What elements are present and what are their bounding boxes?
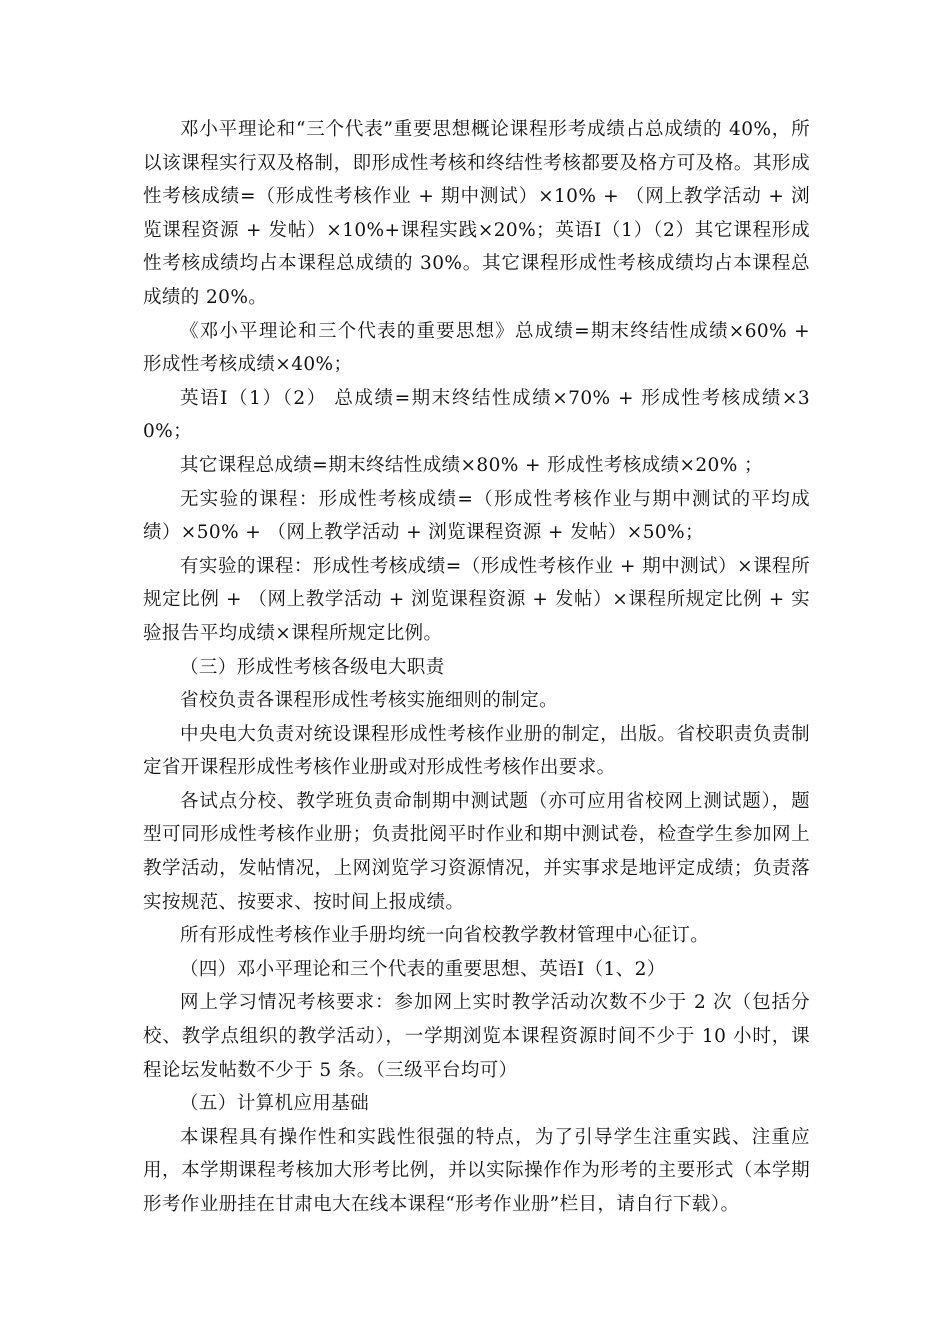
paragraph-no-lab-courses: 无实验的课程：形成性考核成绩=（形成性考核作业与期中测试的平均成绩）×50% + （网上教学活动 + 浏览课程资源 + 发帖）×50%； [143, 488, 810, 544]
section-heading-3: （三）形成性考核各级电大职责 [180, 656, 445, 678]
paragraph-lab-courses: 有实验的课程：形成性考核成绩=（形成性考核作业 + 期中测试）×课程所规定比例 + （网上教学活动 + 浏览课程资源 + 发帖）×课程所规定比例 + 实验报告平均成绩×课程所规定比例。 [143, 555, 810, 644]
paragraph-central-duty: 中央电大负责对统设课程形成性考核作业册的制定，出版。省校职责负责制定省开课程形成性考核作业册或对形成性考核作出要求。 [143, 723, 810, 779]
paragraph-computer-course: 本课程具有操作性和实践性很强的特点，为了引导学生注重实践、注重应用，本学期课程考核加大形考比例，并以实际操作作为形考的主要形式（本学期形考作业册挂在甘肃电大在线本课程“形考作业册”栏目，请自行下载）。 [143, 1126, 810, 1215]
section-heading-4: （四）邓小平理论和三个代表的重要思想、英语Ⅰ（1、2） [180, 958, 666, 980]
document-page [143, 113, 810, 1222]
paragraph-workbook-order: 所有形成性考核作业手册均统一向省校教学教材管理中心征订。 [180, 925, 710, 947]
paragraph-politics-total: 《邓小平理论和三个代表的重要思想》总成绩=期末终结性成绩×60% + 形成性考核成绩×40%； [143, 320, 810, 376]
paragraph-branch-duty: 各试点分校、教学班负责命制期中测试题（亦可应用省校网上测试题），题型可同形成性考核作业册；负责批阅平时作业和期中测试卷，检查学生参加网上教学活动，发帖情况，上网浏览学习资源情况，并实事求是地评定成绩；负责落实按规范、按要求、按时间上报成绩。 [143, 790, 810, 913]
paragraph-other-total: 其它课程总成绩=期末终结性成绩×80% + 形成性考核成绩×20% ； [180, 454, 763, 476]
section-heading-5: （五）计算机应用基础 [180, 1093, 370, 1115]
paragraph-provincial-duty: 省校负责各课程形成性考核实施细则的制定。 [180, 690, 559, 712]
paragraph-english-total: 英语Ⅰ（1）（2） 总成绩=期末终结性成绩×70% + 形成性考核成绩×30%； [143, 387, 810, 443]
paragraph-politics-grading: 邓小平理论和“三个代表”重要思想概论课程形考成绩占总成绩的 40%，所以该课程实行双及格制，即形成性考核和终结性考核都要及格方可及格。其形成性考核成绩=（形成性考核作业 + 期中测试）×10% + （网上教学活动 + 浏览课程资源 + 发帖）×10%+课程实践×20%；英语Ⅰ（1）（2）其它课程形成性考核成绩均占本课程总成绩的 30%。其它课程形成性考核成绩均占本课程总成绩的 20%。 [143, 119, 810, 308]
paragraph-online-requirements: 网上学习情况考核要求：参加网上实时教学活动次数不少于 2 次（包括分校、教学点组织的教学活动），一学期浏览本课程资源时间不少于 10 小时，课程论坛发帖数不少于 5 条。（三级平台均可） [143, 992, 810, 1081]
